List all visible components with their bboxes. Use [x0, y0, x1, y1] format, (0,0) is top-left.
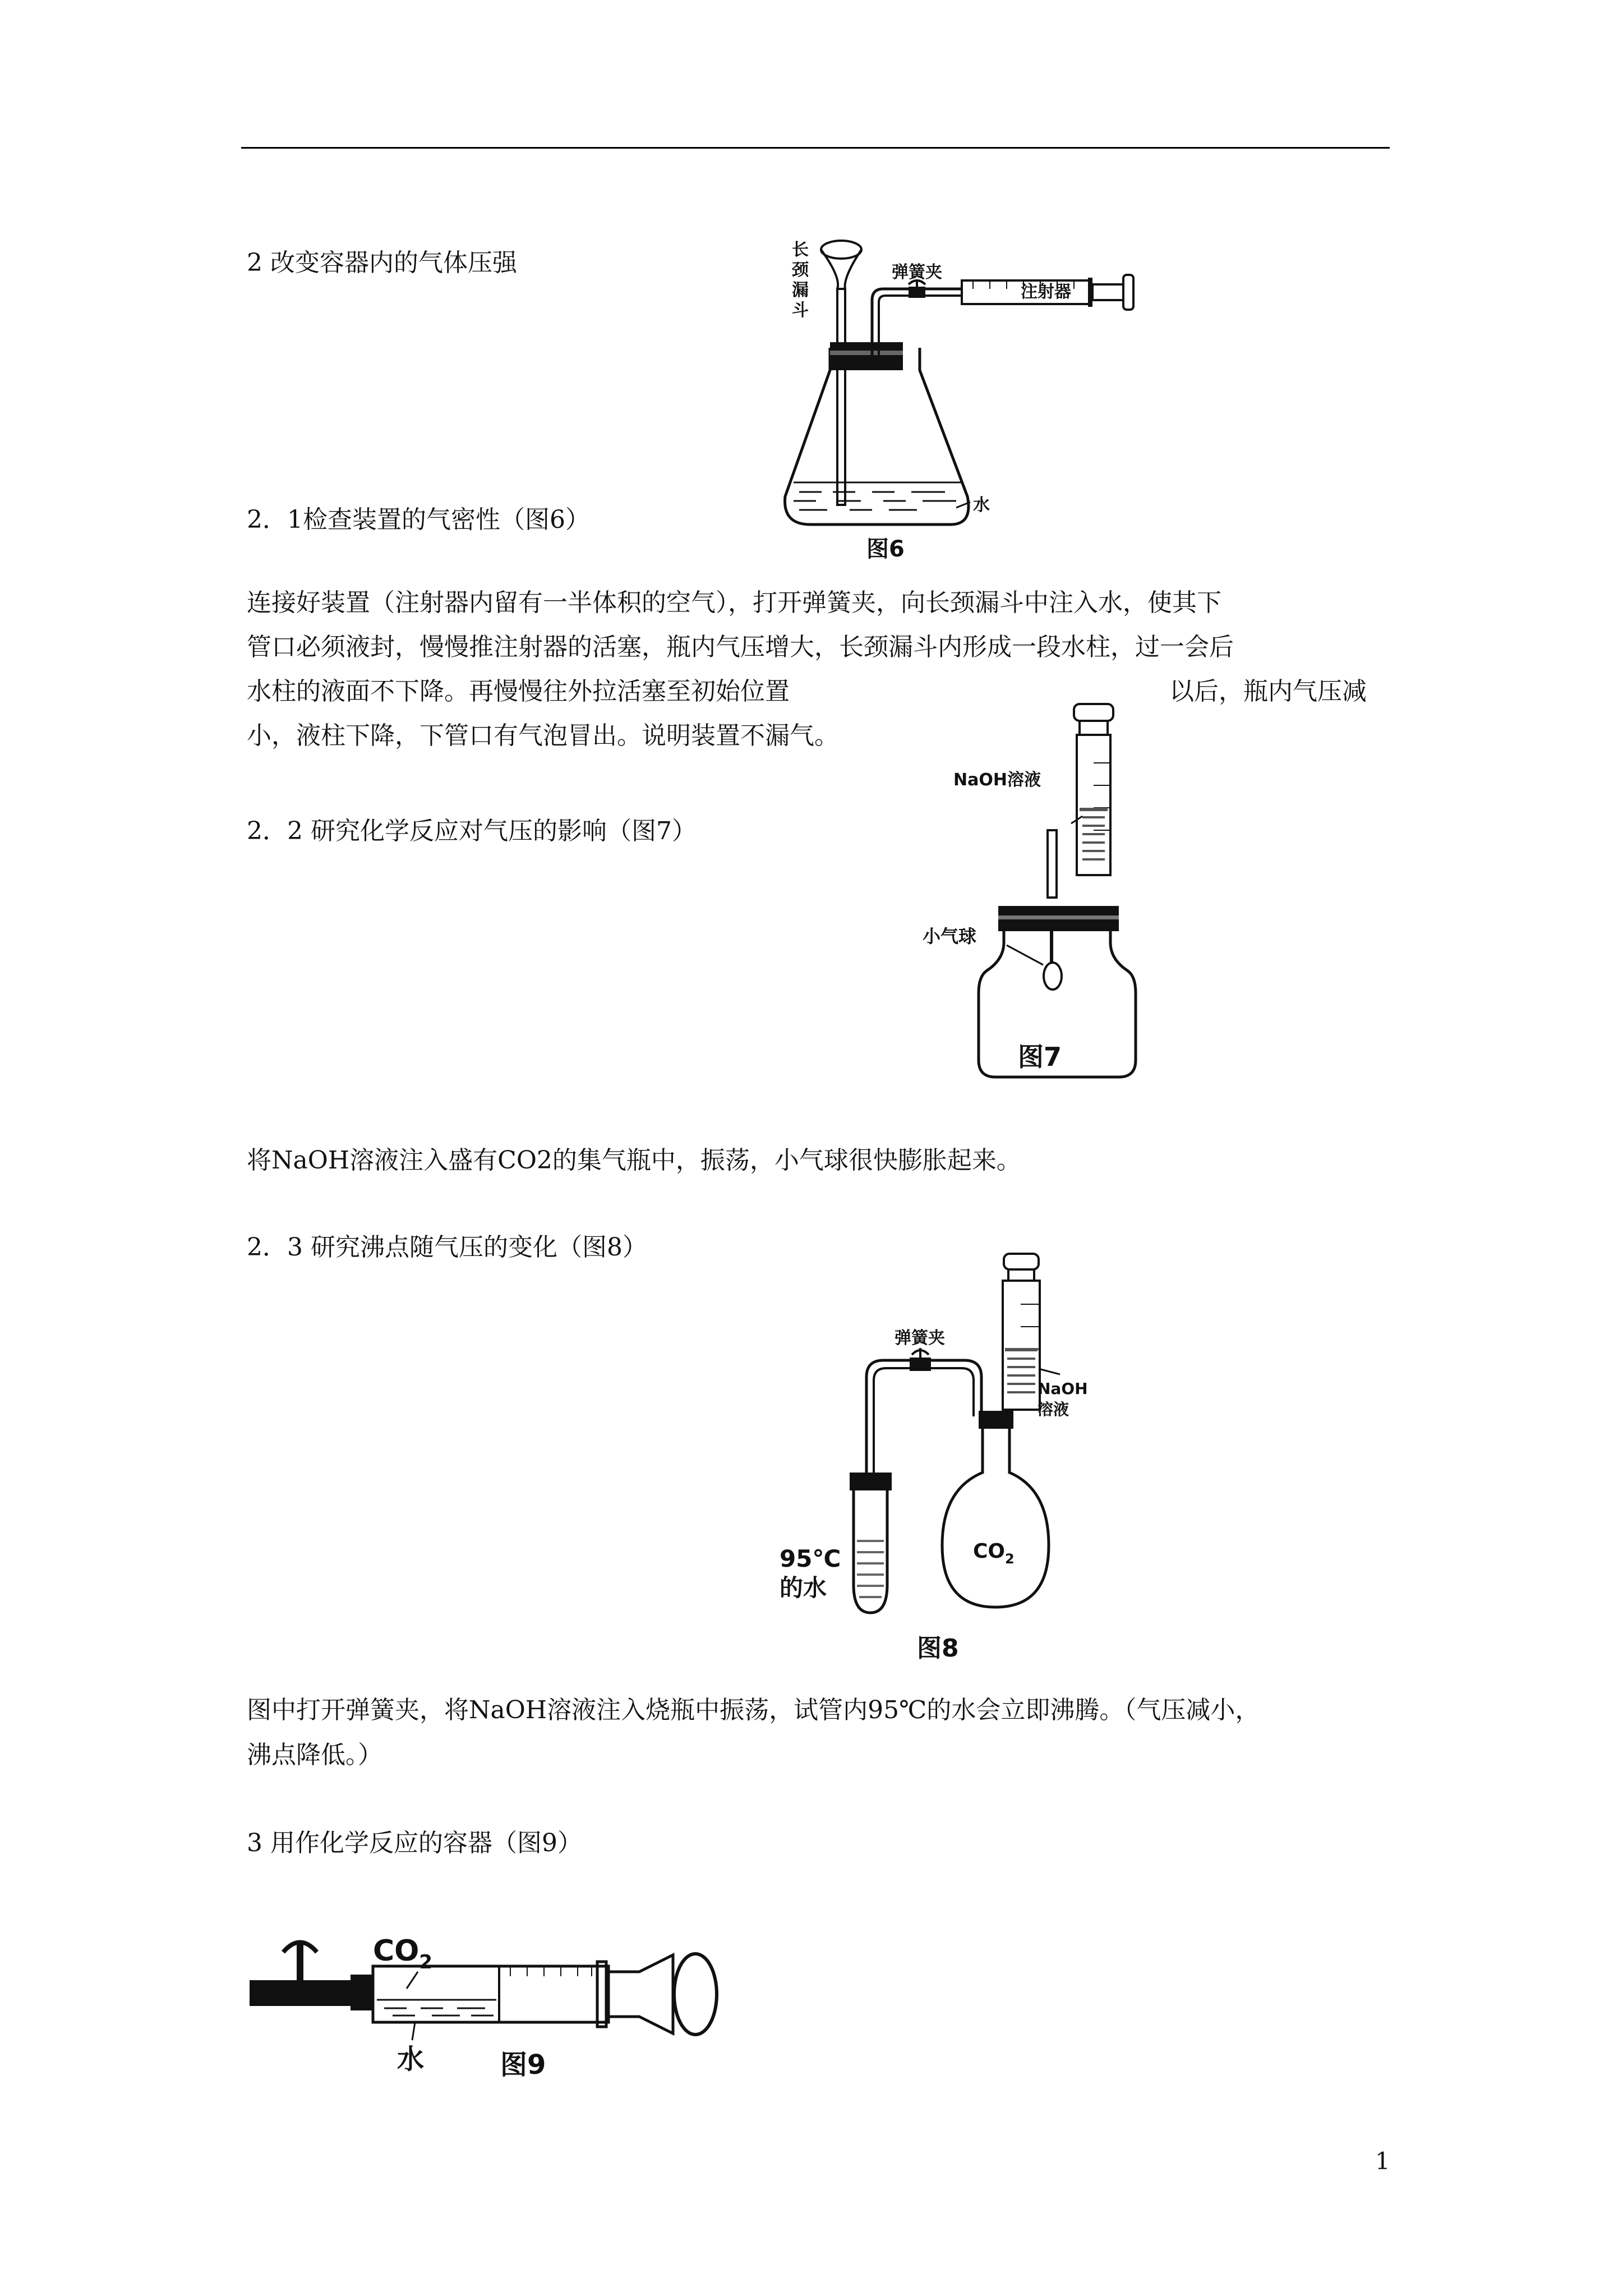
naoh-solution-label: NaOH溶液 [953, 770, 1041, 790]
water-label: 水 [397, 2044, 425, 2075]
figure-8-caption: 图8 [917, 1634, 959, 1663]
water-lines [794, 482, 962, 510]
section-2-1-line-3b: 以后，瓶内气压减 [1169, 677, 1367, 706]
page-number: 1 [1375, 2147, 1390, 2175]
figure-8-diagram [780, 1248, 1105, 1674]
section-2-3-line-2: 沸点降低。） [247, 1741, 382, 1769]
water-lines [377, 2000, 496, 2016]
figure-7 [909, 696, 1144, 1091]
section-2-1-line-3a: 水柱的液面不下降。再慢慢往外拉活塞至初始位置 [247, 677, 790, 706]
syringe-barrel [373, 1966, 608, 2022]
funnel-bowl [821, 241, 861, 259]
co2-label: $CO_2$ [373, 1934, 433, 1973]
water-label: 的水 [780, 1574, 827, 1602]
funnel-label-4: 斗 [792, 301, 809, 320]
figure-7-caption: 图7 [1018, 1042, 1062, 1072]
rubber-stopper [830, 342, 903, 370]
figure-8 [780, 1248, 1105, 1677]
figure-6 [777, 233, 1158, 572]
funnel-label-1: 长 [792, 240, 809, 260]
funnel-tube [837, 289, 845, 505]
naoh-solution [1080, 808, 1108, 861]
water-label: 水 [973, 495, 990, 515]
figure-6-diagram [777, 233, 1158, 569]
flask-gas-label: $CO_2$ [973, 1540, 1015, 1567]
section-2-title: 2 改变容器内的气体压强 [247, 249, 517, 277]
header-rule [241, 147, 1390, 149]
hot-water [857, 1540, 884, 1598]
conical-flask [785, 348, 969, 524]
syringe-plunger [606, 1955, 673, 2033]
figure-9-caption: 图9 [500, 2049, 546, 2081]
dropper-barrel [1003, 1281, 1040, 1410]
balloon-label: 小气球 [923, 926, 977, 947]
section-2-2-title: 2．2 研究化学反应对气压的影响（图7） [247, 817, 697, 845]
tube-stopper [850, 1473, 892, 1490]
naoh-label: NaOH [1038, 1379, 1088, 1398]
section-2-1-line-2: 管口必须液封，慢慢推注射器的活塞，瓶内气压增大，长颈漏斗内形成一段水柱，过一会后 [247, 633, 1234, 661]
funnel-label-2: 颈 [792, 260, 809, 280]
section-3-title: 3 用作化学反应的容器（图9） [247, 1829, 582, 1857]
section-2-3-line-1: 图中打开弹簧夹，将NaOH溶液注入烧瓶中振荡，试管内95℃的水会立即沸腾。（气压减小， [247, 1696, 1260, 1724]
funnel-label-3: 漏 [792, 280, 809, 300]
water-temp-label: 95℃ [780, 1545, 841, 1572]
figure-7-diagram [909, 696, 1144, 1088]
syringe-label: 注射器 [1021, 282, 1071, 302]
dropper-barrel [1077, 735, 1110, 875]
clamp-label: 弹簧夹 [895, 1328, 945, 1348]
figure-9 [247, 1910, 751, 2114]
balloon [1044, 963, 1062, 990]
clamp-label: 弹簧夹 [892, 263, 942, 282]
section-2-3-title: 2．3 研究沸点随气压的变化（图8） [247, 1233, 647, 1262]
figure-6-caption: 图6 [866, 536, 905, 562]
solution-label: 溶液 [1038, 1400, 1069, 1419]
figure-9-diagram [247, 1910, 751, 2112]
section-2-1-line-4: 小，液柱下降，下管口有气泡冒出。说明装置不漏气。 [247, 721, 839, 750]
section-2-2-body: 将NaOH溶液注入盛有CO2的集气瓶中，振荡，小气球很快膨胀起来。 [247, 1146, 1021, 1175]
section-2-1-title: 2．1检查装置的气密性（图6） [247, 505, 590, 534]
round-flask [942, 1429, 1049, 1607]
flask-stopper [979, 1411, 1013, 1429]
naoh-solution [1005, 1348, 1038, 1393]
section-2-1-line-1: 连接好装置（注射器内留有一半体积的空气），打开弹簧夹，向长颈漏斗中注入水，使其下 [247, 588, 1221, 617]
